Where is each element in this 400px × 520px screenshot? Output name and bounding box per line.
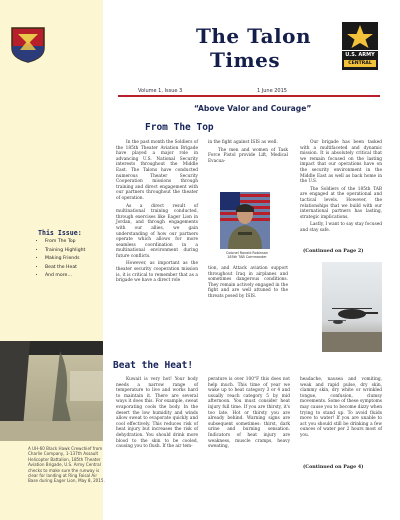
section-heading-from-the-top: From The Top: [145, 122, 214, 133]
toc-item[interactable]: • Making Friends: [45, 256, 85, 261]
unit-insignia-icon: [8, 24, 48, 64]
paragraph: The Soldiers of the 185th TAB are engaged at the operational and tactical levels. However, the relationships that we build with our international partners has lasting, strategic implications.: [300, 186, 382, 220]
paragraph: As a direct result of multinational training conducted, through exercises like Eager Lion in Jordan, and through engagements with our allies, we gain understanding of how our partners operate which allows for more seamless coordination in a multinational environment during future conflicts.: [116, 203, 198, 259]
toc-item[interactable]: • And more…: [45, 273, 85, 278]
paragraph: in the fight against ISIS as well.: [208, 140, 278, 145]
paragraph: perature is over 100°F this does not help much. This time of year we wake up to heat category 3 or 4 and usually reach category 5 by mid afternoon. You must consider heat injury full time. If you are thirsty, it's too late. Hot or thirsty you are already behind. Warning signs are subsequent sometimes: thirst, dark urine and burning sensation. Indicators of heat injury are weakness, muscle cramps, heavy sweating,: [208, 377, 290, 450]
paragraph: tion, and Attack aviation support throughout Iraq in airplanes and sometimes dangerous conditions. They remain actively engaged in the fight and are well attuned to the threats posed by ISIS.: [208, 266, 288, 299]
helicopter-photo-left: [0, 341, 103, 441]
continued-on-page-4: (Continued on Page 4): [303, 464, 364, 470]
paragraph: headache, nausea and vomiting, weak and rapid pulse, dry skin, clammy skin, dry white or wrinkled tongue, confusion, clumsy movements. Some of these symptoms may cause you to become dizzy when trying to stand up. To avoid fluids move to water! If you are unable to act you should still be drinking a few ounces of water per 2 hours most of you.: [300, 377, 382, 438]
volume-issue: Volume 1, Issue 3: [138, 88, 183, 94]
army-logo-subtext: CENTRAL: [344, 60, 376, 67]
helicopter-photo-right: [322, 262, 382, 352]
sidebar-heading: This Issue:: [38, 229, 82, 237]
paragraph: The men and women of Task Force Pistol provide Lift, Medical Evacua-: [208, 147, 288, 164]
army-logo-text: U.S. ARMY: [345, 52, 375, 58]
beat-the-heat-column-1: [116, 377, 198, 452]
sidebar-photo-caption: A UH-60 Black Hawk Crewchief from Charlie Company, 1-137th Assault Helicopter Battalion, 185th Theater Aviation Brigade, U.S. Army Central checks to make sure the runway is clear for landing at Ring Faisal Air Base during Eager Lion, May 8, 2015.: [28, 446, 105, 484]
army-logo: [338, 22, 382, 70]
portrait-caption-title: 185th TAB Commander: [227, 255, 267, 260]
paragraph: In the past month the Soldiers of the 185th Theater Aviation Brigade have played a major role in advancing U.S. National Security interests throughout the Middle East. The Talons have conducted numerous Theater Security Cooperation missions through training and direct engagement with our partners throughout the theater of operation.: [116, 140, 198, 201]
from-the-top-column-1: [116, 140, 198, 286]
toc-item[interactable]: • Beat the Heat: [45, 265, 85, 270]
toc-item[interactable]: • From The Top: [45, 239, 85, 244]
portrait-caption-name: Colonel Ronald Robinson: [226, 251, 268, 255]
from-the-top-column-3: [300, 140, 382, 236]
continued-on-page-2: (Continued on Page 2): [303, 248, 364, 254]
from-the-top-column-2-top: [208, 140, 288, 166]
motto: “Above Valor and Courage”: [194, 104, 312, 113]
issue-date: 1 June 2015: [257, 88, 287, 94]
masthead-title-line1: The Talon: [196, 24, 312, 48]
paragraph: However, as important as the theater security cooperation mission is, it is critical to remember that as a brigade we have a direct role: [116, 261, 198, 284]
paragraph: Lastly, I want to say stay focused and stay safe.: [300, 222, 382, 233]
section-heading-beat-the-heat: Beat the Heat!: [113, 360, 194, 371]
beat-the-heat-column-2: [208, 377, 290, 452]
masthead-divider: [118, 95, 380, 97]
toc-item[interactable]: • Training Highlight: [45, 248, 85, 253]
sidebar-toc: [38, 239, 85, 282]
commander-portrait: [220, 192, 270, 249]
paragraph: Kuwait is very hot! Your body needs a narrow range of temperature to live and works hard to maintain it. There are several ways it does this. For example, sweat evaporating cools the body. In the desert the low humidity and winds allow sweat to evaporate quickly and cool effectively. This reduces risk of heat injury but increases the risk of dehydration. You should drink more blood to the skin to be cooled, causing you to flush. If the air tem-: [116, 377, 198, 450]
masthead-title-line2: Times: [210, 48, 281, 72]
beat-the-heat-column-3: [300, 377, 382, 441]
paragraph: Our brigade has been tasked with a multifaceted and dynamic mission. It is absolutely critical that we remain focused on the lasting impact that our operations have on the security environment in the Middle East as well as back home in the U.S.: [300, 140, 382, 185]
portrait-caption: [222, 251, 272, 260]
from-the-top-column-2-bottom: [208, 266, 288, 302]
